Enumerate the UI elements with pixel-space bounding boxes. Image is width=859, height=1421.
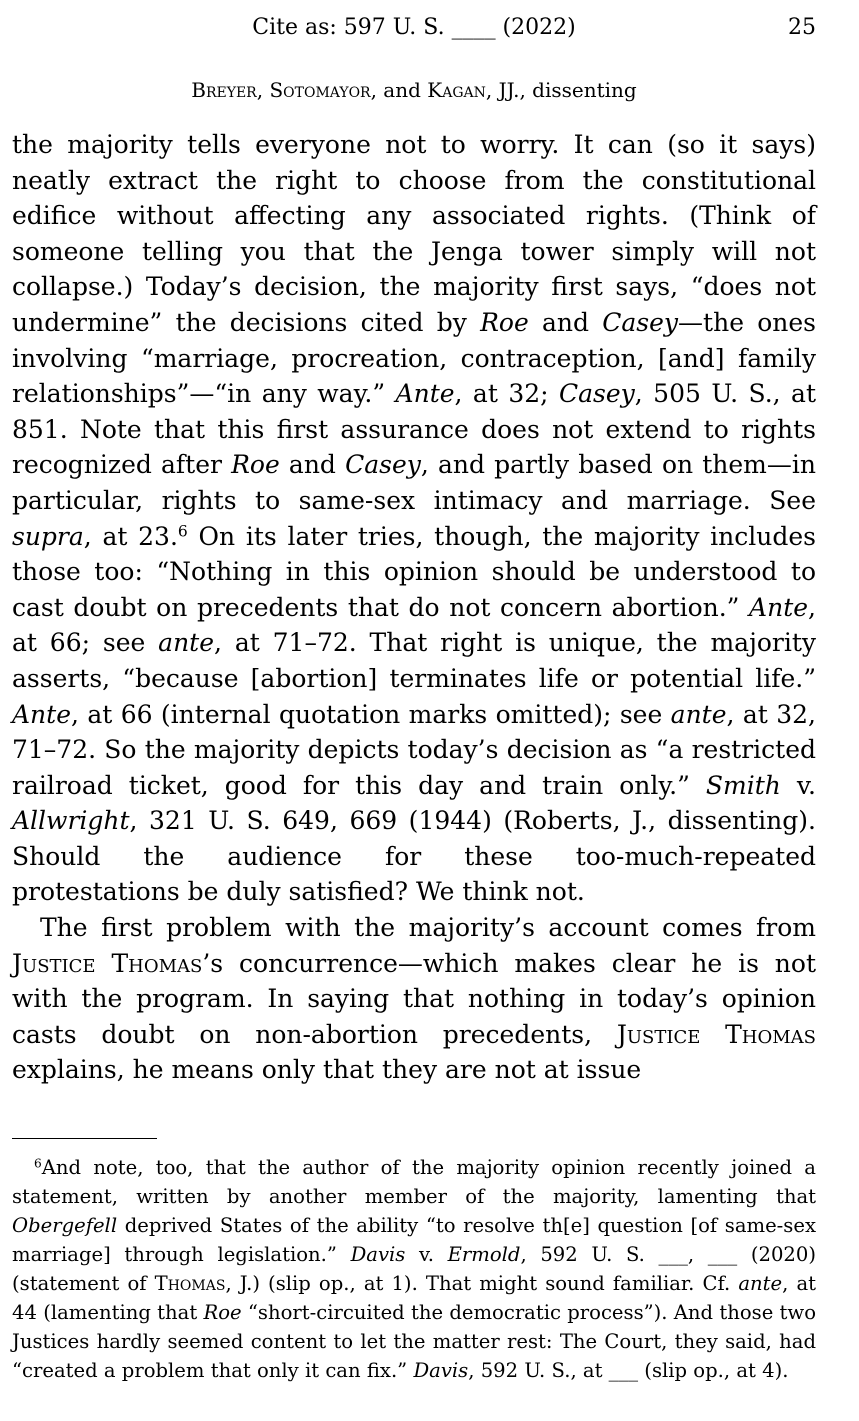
text-run: —the ones involving “marriage, procreation, contraception, [and] family relationships”—“in any way.” xyxy=(12,307,817,409)
opinion-attribution xyxy=(12,76,816,104)
text-run: , 505 U. S., at 851. Note that this first assurance does not extend to rights recognized after xyxy=(12,379,816,480)
footnote-6 xyxy=(12,1153,816,1385)
attribution-rest: , JJ., dissenting xyxy=(485,78,637,102)
text-run: The first problem with the majority’s account comes from xyxy=(40,913,816,943)
text-run: v. xyxy=(780,770,816,800)
text-run: the majority tells everyone not to worry. It can (so it says) neatly extract the right to choose from the constitutional edifice without affecting any associated rights. (Think of someone telling you that the Jenga tower simply will not collapse.) Today’s decision, the majority first says, “does not undermine” the decisions cited by xyxy=(12,130,816,337)
citation-ante: Ante xyxy=(12,699,71,729)
justice-name: Thomas xyxy=(154,1272,226,1295)
text-run: , at 71–72. That right is unique, the majority asserts, “because [abortion] terminates life or potential life.” xyxy=(12,628,816,693)
footnote-number: 6 xyxy=(34,1156,42,1171)
author-kagan: Kagan xyxy=(427,78,486,102)
text-run: , at 32, 71–72. So the majority depicts today’s decision as “a restricted railroad ticket, good for this day and train only.” xyxy=(12,699,816,800)
text-run: , 321 U. S. 649, 669 (1944) (Roberts, J., dissenting). Should the audience for these too-much-repeated protestations be duly satisfied? We think not. xyxy=(12,806,816,907)
text-run: And note, too, that the author of the majority opinion recently joined a statement, written by another member of the majority, lamenting that xyxy=(12,1156,816,1208)
text-run: , 592 U. S. ___, ___ (2020) (statement of xyxy=(12,1243,816,1295)
opinion-body xyxy=(12,127,816,1088)
text-run: , at 32; xyxy=(454,379,559,409)
case-name-obergefell: Obergefell xyxy=(12,1214,118,1237)
citation-line: Cite as: 597 U. S. ____ (2022) xyxy=(252,15,576,40)
text-run: and xyxy=(279,450,346,480)
justice-name: Justice Thomas xyxy=(12,948,203,978)
case-name-smith: Smith xyxy=(705,770,781,800)
case-name-casey: Casey xyxy=(345,450,421,480)
case-name-roe: Roe xyxy=(231,450,280,480)
text-run: On its later tries, though, the majority includes those too: “Nothing in this opinion should be understood to cast doubt on precedents that do not concern abortion.” xyxy=(12,521,816,622)
case-name-allwright: Allwright xyxy=(12,806,130,836)
case-name-ermold: Ermold xyxy=(447,1243,521,1266)
case-name-davis: Davis xyxy=(350,1243,406,1266)
citation-ante: Ante xyxy=(749,592,809,622)
text-run: v. xyxy=(405,1243,448,1266)
paragraph-1 xyxy=(12,127,816,910)
text-run: , 592 U. S., at ___ (slip op., at 4). xyxy=(468,1359,789,1382)
running-header xyxy=(12,14,816,42)
text-run: , J.) (slip op., at 1). That might sound familiar. Cf. xyxy=(225,1272,739,1295)
footnote-divider xyxy=(12,1138,157,1139)
citation-supra: supra xyxy=(12,521,84,551)
text-run: , at 66; see xyxy=(12,592,816,658)
text-run: ’s concurrence—which makes clear he is not with the program. In saying that nothing in today’s opinion casts doubt on non-abortion precedents, xyxy=(12,948,817,1049)
footnote-paragraph xyxy=(12,1153,816,1385)
text-run: explains, he means only that they are not at issue xyxy=(12,1055,642,1085)
author-breyer: Breyer xyxy=(191,78,257,102)
page-number: 25 xyxy=(788,15,816,40)
case-name-davis: Davis xyxy=(413,1359,469,1382)
text-run: , at 23. xyxy=(83,521,178,551)
case-name-roe: Roe xyxy=(203,1301,242,1324)
author-sotomayor: Sotomayor xyxy=(269,78,371,102)
text-run: , at 66 (internal quotation marks omitted); see xyxy=(71,699,671,729)
footnote-reference[interactable]: 6 xyxy=(177,522,188,541)
justice-name: Justice Thomas xyxy=(616,1019,817,1049)
text-run: , and partly based on them—in particular, rights to same-sex intimacy and marriage. See xyxy=(12,450,816,515)
citation-ante: ante xyxy=(158,628,215,658)
citation-ante: Ante xyxy=(395,379,455,409)
citation-ante: ante xyxy=(738,1272,783,1295)
attribution-sep: , xyxy=(256,78,270,102)
paragraph-2 xyxy=(12,910,816,1088)
case-name-casey: Casey xyxy=(559,379,635,409)
citation-ante: ante xyxy=(670,699,727,729)
text-run: and xyxy=(528,307,603,337)
text-run: “short-circuited the democratic process”). And those two Justices hardly seemed content to let the matter rest: The Court, they said, had “created a problem that only it can fix.” xyxy=(12,1301,816,1382)
attribution-and: , and xyxy=(370,78,428,102)
text-run: , at 44 (lamenting that xyxy=(12,1272,817,1324)
text-run: deprived States of the ability “to resolve th[e] question [of same-sex marriage] through legislation.” xyxy=(12,1214,816,1266)
case-name-casey: Casey xyxy=(602,307,679,337)
case-name-roe: Roe xyxy=(480,307,529,337)
